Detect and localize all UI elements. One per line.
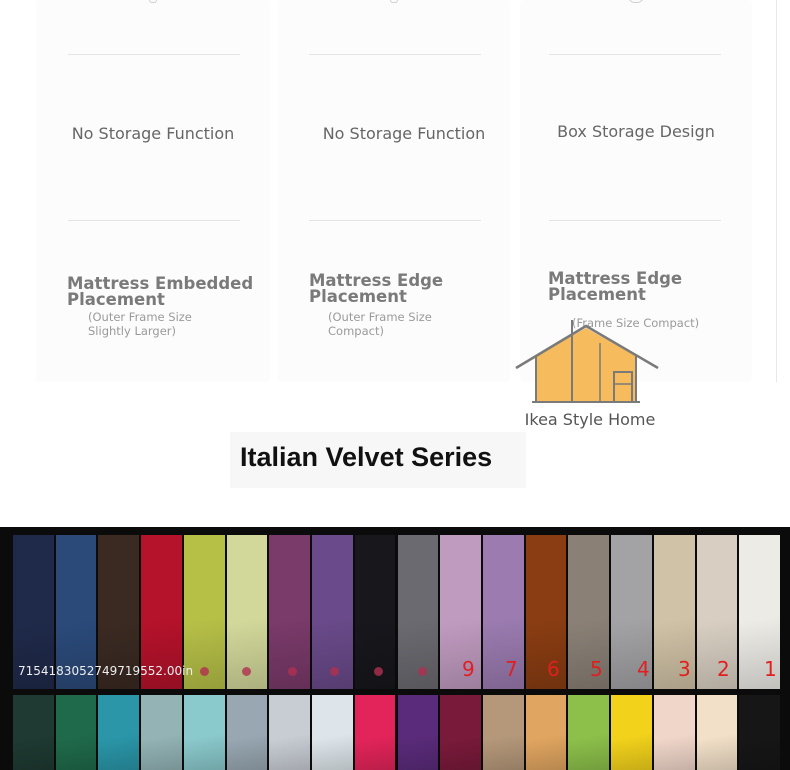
- divider: [776, 0, 777, 382]
- fabric-swatch: [227, 695, 268, 770]
- color-number: 3: [678, 657, 691, 681]
- fabric-swatch: [184, 695, 225, 770]
- color-number: 2: [717, 657, 730, 681]
- fabric-swatch: [483, 695, 524, 770]
- fabric-swatch: [355, 695, 396, 770]
- divider: [549, 220, 721, 221]
- divider: [309, 220, 481, 221]
- label-stamp: [288, 667, 297, 676]
- column-card: [278, 0, 510, 382]
- color-number: 6: [547, 657, 560, 681]
- fabric-swatch: [398, 535, 439, 689]
- frame-size-note: (Outer Frame Size Compact): [328, 310, 432, 338]
- frame-size-note: (Frame Size Compact): [572, 316, 700, 330]
- series-title-box: [230, 432, 526, 488]
- color-number: 1: [764, 657, 777, 681]
- label-stamp: [418, 667, 427, 676]
- label-stamp: [330, 667, 339, 676]
- fabric-swatch: [13, 695, 54, 770]
- fabric-swatch: [312, 695, 353, 770]
- label-stamp: [242, 667, 251, 676]
- column-card: [36, 0, 270, 382]
- fabric-swatch: [269, 535, 310, 689]
- frame-size-note: (Outer Frame Size Slightly Larger): [88, 310, 192, 338]
- color-number: 5: [590, 657, 603, 681]
- fabric-swatch: [611, 695, 652, 770]
- swatch-caption: 7154183052749719552.00in: [18, 664, 194, 678]
- placement-label: Mattress Edge Placement: [548, 269, 683, 304]
- hint-mark: [628, 0, 644, 3]
- fabric-swatch: [568, 695, 609, 770]
- storage-label: No Storage Function: [71, 124, 235, 143]
- storage-label: No Storage Function: [322, 124, 486, 143]
- fabric-swatch: [398, 695, 439, 770]
- placement-label: Mattress Embedded Placement: [67, 274, 254, 309]
- house-logo-icon: [514, 318, 660, 406]
- fabric-swatch: [440, 695, 481, 770]
- fabric-swatch: [269, 695, 310, 770]
- fabric-swatch: [312, 535, 353, 689]
- divider: [549, 54, 721, 55]
- fabric-swatch: [141, 695, 182, 770]
- fabric-swatch: [739, 695, 780, 770]
- fabric-swatch: [654, 695, 695, 770]
- label-stamp: [200, 667, 209, 676]
- label-stamp: [374, 667, 383, 676]
- hint-mark: [149, 0, 157, 3]
- series-title: Italian Velvet Series: [240, 442, 493, 472]
- velvet-swatch-panel: [0, 527, 790, 770]
- logo-text: Ikea Style Home: [524, 410, 656, 429]
- divider: [309, 54, 481, 55]
- fabric-swatch: [440, 535, 481, 689]
- fabric-swatch: [98, 695, 139, 770]
- house-body: [536, 328, 636, 402]
- hint-mark: [390, 0, 398, 3]
- storage-label: Box Storage Design: [557, 122, 715, 141]
- fabric-swatch: [526, 695, 567, 770]
- divider: [68, 220, 240, 221]
- fabric-swatch: [227, 535, 268, 689]
- color-number: 9: [462, 657, 475, 681]
- color-number: 7: [505, 657, 518, 681]
- fabric-swatch: [355, 535, 396, 689]
- fabric-swatch: [568, 535, 609, 689]
- placement-label: Mattress Edge Placement: [309, 271, 444, 306]
- fabric-swatch: [697, 695, 738, 770]
- fabric-swatch: [56, 695, 97, 770]
- color-number: 4: [637, 657, 650, 681]
- divider: [68, 54, 240, 55]
